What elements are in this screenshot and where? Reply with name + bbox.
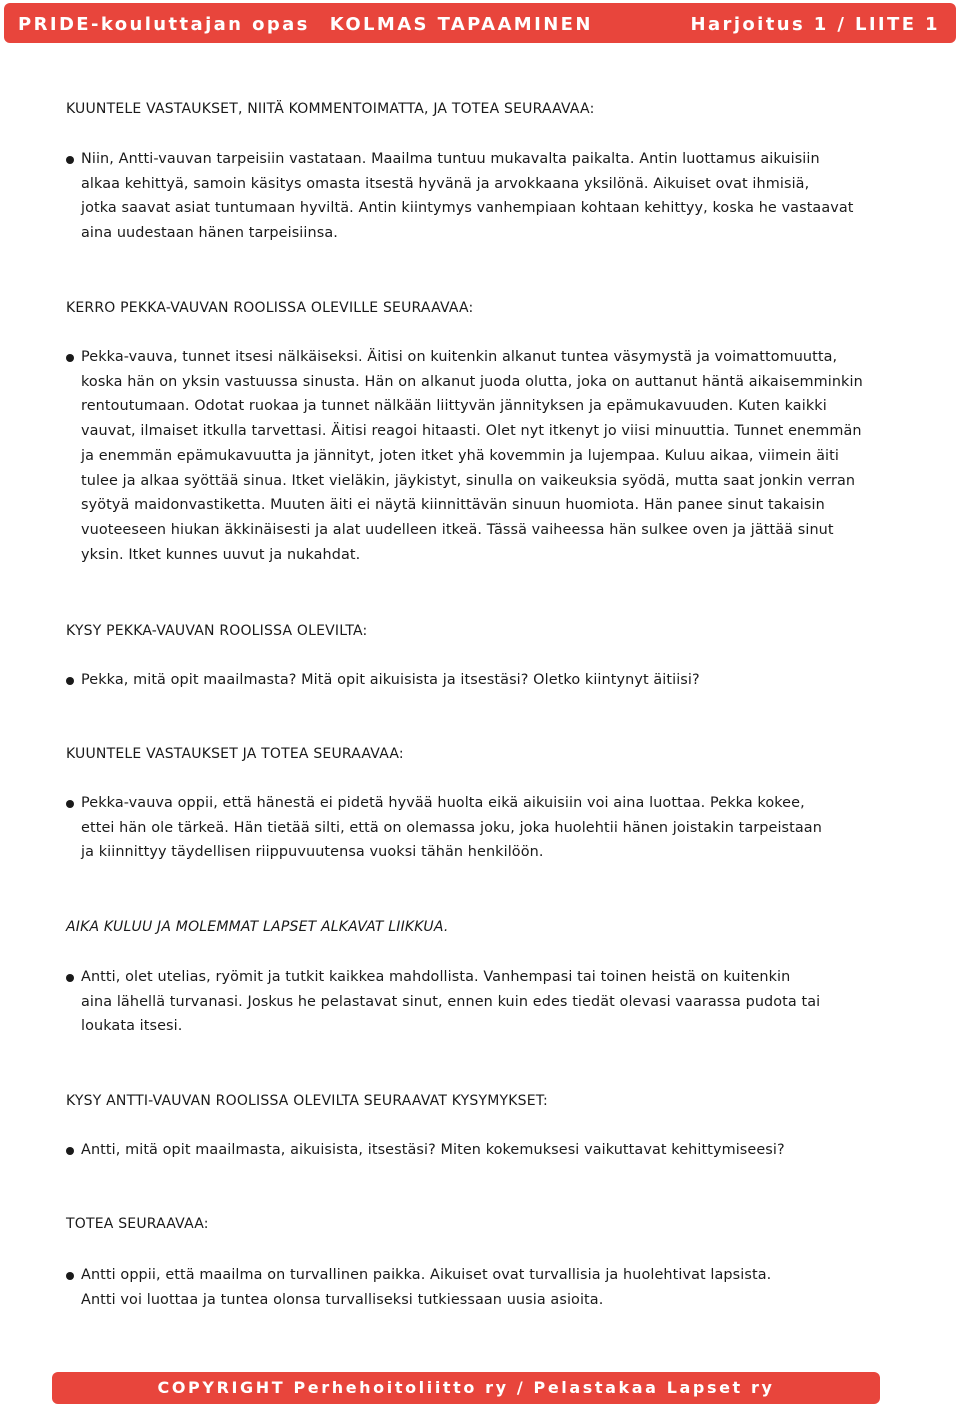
section-heading-7: TOTEA SEURAAVAA: xyxy=(66,1216,209,1232)
copyright-text: COPYRIGHT Perhehoitoliitto ry / Pelastakaa Lapset ry xyxy=(157,1378,775,1397)
bullet-icon xyxy=(66,354,74,362)
header-bar xyxy=(4,3,956,43)
footer-bar xyxy=(52,1372,880,1404)
bullet-item-2: Pekka-vauva, tunnet itsesi nälkäiseksi. Äitisi on kuitenkin alkanut tuntea väsymystä ja voimattomuutta, koska hän on yksin vastuussa sinusta. Hän on alkanut juoda olutta, joka on auttanut häntä aikaisemminkin rentoutumaan. Odotat ruokaa ja tunnet nälkään liittyvän jännityksen ja epämukavuuden. Kuten kaikki vauvat, ilmaiset itkulla tarvettasi. Äitisi reagoi hitaasti. Olet nyt itkenyt jo viisi minuuttia. Tunnet enemmän ja enemmän epämukavuutta ja jännityt, joten itket yhä kovemmin ja lujempaa. Kuluu aikaa, viimein äiti tulee ja alkaa syöttää sinua. Itket vieläkin, jäykistyt, sinulla on vaikeuksia syödä, mutta saat jonkin verran syötyä maidonvastiketta. Muuten äiti ei näytä kiinnittävän sinuun huomiota. Hän panee sinut takaisin vuoteeseen hiukan äkkinäisesti ja alat uudelleen itkeä. Tässä vaiheessa hän sulkee oven ja jättää sinut yksin. Itket kunnes uuvut ja nukahdat. xyxy=(66,345,866,567)
bullet-item-7: Antti oppii, että maailma on turvallinen paikka. Aikuiset ovat turvallisia ja huolehtivat lapsista. Antti voi luottaa ja tuntea olonsa turvalliseksi tutkiessaan uusia asioita. xyxy=(66,1263,866,1312)
guide-title: PRIDE-kouluttajan opas xyxy=(18,14,310,35)
bullet-icon xyxy=(66,156,74,164)
bullet-item-1: Niin, Antti-vauvan tarpeisiin vastataan. Maailma tuntuu mukavalta paikalta. Antin luottamus aikuisiin alkaa kehittyä, samoin käsitys omasta itsestä hyvänä ja arvokkaana yksilönä. Aikuiset ovat ihmisiä, jotka saavat asiat tuntumaan hyviltä. Antin kiintymys vanhempiaan kohtaan kehittyy, koska he vastaavat aina uudestaan hänen tarpeisiinsa. xyxy=(66,147,866,246)
exercise-label: Harjoitus 1 / LIITE 1 xyxy=(690,14,940,35)
bullet-icon xyxy=(66,974,74,982)
section-heading-2: KERRO PEKKA-VAUVAN ROOLISSA OLEVILLE SEURAAVAA: xyxy=(66,300,474,316)
section-heading-4: KUUNTELE VASTAUKSET JA TOTEA SEURAAVAA: xyxy=(66,746,404,762)
bullet-item-6: Antti, mitä opit maailmasta, aikuisista, itsestäsi? Miten kokemuksesi vaikuttavat kehittymiseesi? xyxy=(66,1138,866,1163)
section-heading-6: KYSY ANTTI-VAUVAN ROOLISSA OLEVILTA SEURAAVAT KYSYMYKSET: xyxy=(66,1093,548,1109)
section-heading-1: KUUNTELE VASTAUKSET, NIITÄ KOMMENTOIMATTA, JA TOTEA SEURAAVAA: xyxy=(66,101,595,117)
section-heading-5: AIKA KULUU JA MOLEMMAT LAPSET ALKAVAT LIIKKUA. xyxy=(66,919,449,935)
bullet-item-4: Pekka-vauva oppii, että hänestä ei pidetä hyvää huolta eikä aikuisiin voi aina luottaa. Pekka kokee, ettei hän ole tärkeä. Hän tietää silti, että on olemassa joku, joka huolehtii hänen joistakin tarpeistaan ja kiinnittyy täydellisen riippuvuutensa vuoksi tähän henkilöön. xyxy=(66,791,866,865)
header-left xyxy=(18,14,593,35)
meeting-title: KOLMAS TAPAAMINEN xyxy=(329,14,593,35)
bullet-icon xyxy=(66,1272,74,1280)
bullet-item-5: Antti, olet utelias, ryömit ja tutkit kaikkea mahdollista. Vanhempasi tai toinen heistä on kuitenkin aina lähellä turvanasi. Joskus he pelastavat sinut, ennen kuin edes tiedät olevasi vaarassa pudota tai loukata itsesi. xyxy=(66,965,866,1039)
bullet-item-3: Pekka, mitä opit maailmasta? Mitä opit aikuisista ja itsestäsi? Oletko kiintynyt äitiisi? xyxy=(66,668,866,693)
bullet-icon xyxy=(66,677,74,685)
bullet-icon xyxy=(66,1147,74,1155)
bullet-icon xyxy=(66,800,74,808)
section-heading-3: KYSY PEKKA-VAUVAN ROOLISSA OLEVILTA: xyxy=(66,623,368,639)
